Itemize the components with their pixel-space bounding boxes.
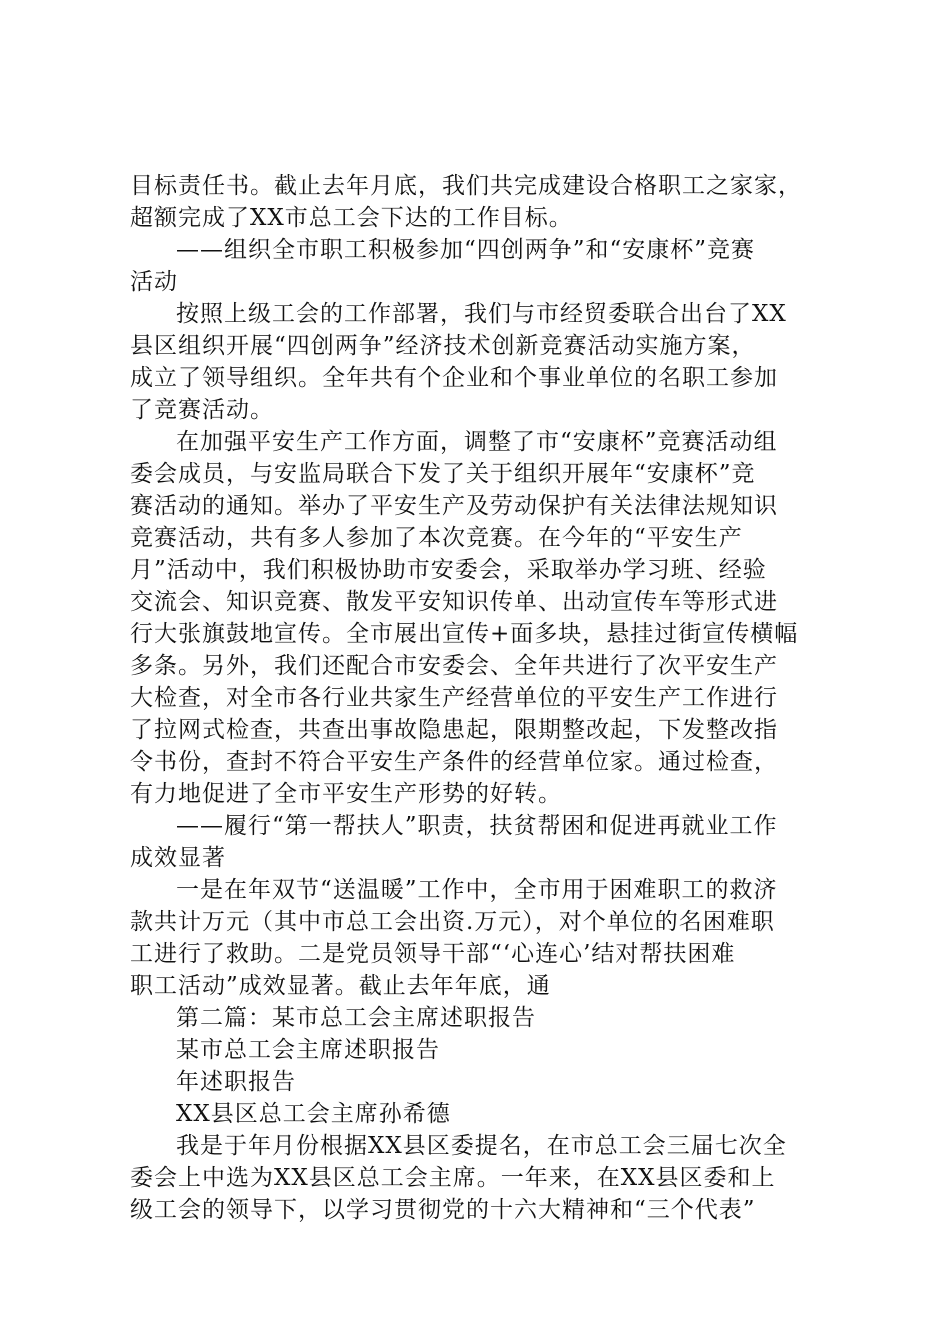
report-subtitle: 年述职报告 bbox=[176, 1069, 296, 1095]
text-line: 交流会、知识竞赛、散发平安知识传单、出动宣传车等形式进 bbox=[130, 589, 778, 615]
chapter-title: 第二篇：某市总工会主席述职报告 bbox=[176, 1005, 536, 1031]
text-line: 行大张旗鼓地宣传。全市展出宣传+面多块，悬挂过街宣传横幅 bbox=[130, 621, 799, 647]
text-line: 委会上中选为XX县区总工会主席。一年来，在XX县区委和上 bbox=[130, 1165, 776, 1191]
text-line: 成立了领导组织。全年共有个企业和个事业单位的名职工参加 bbox=[130, 365, 778, 391]
text-line: 按照上级工会的工作部署，我们与市经贸委联合出台了XX bbox=[176, 301, 787, 327]
text-line: 月”活动中，我们积极协助市安委会，采取举办学习班、经验 bbox=[130, 557, 767, 583]
text-line: 款共计万元（其中市总工会出资.万元），对个单位的名困难职 bbox=[130, 909, 775, 935]
text-line: 我是于年月份根据XX县区委提名，在市总工会三届七次全 bbox=[176, 1133, 787, 1159]
text-line: 多条。另外，我们还配合市安委会、全年共进行了次平安生产 bbox=[130, 653, 778, 679]
text-line: 超额完成了XX市总工会下达的工作目标。 bbox=[130, 205, 573, 231]
section-heading-line: 成效显著 bbox=[130, 845, 226, 871]
text-line: 了竞赛活动。 bbox=[130, 397, 274, 423]
text-line: 一是在年双节“送温暖”工作中，全市用于困难职工的救济 bbox=[176, 877, 778, 903]
author-line: XX县区总工会主席孙希德 bbox=[176, 1101, 451, 1127]
text-line: 委会成员，与安监局联合下发了关于组织开展年“安康杯”竞 bbox=[130, 461, 756, 487]
text-line: 职工活动”成效显著。截止去年年底，通 bbox=[130, 973, 551, 999]
text-line: 工进行了救助。二是党员领导干部“‘心连心’结对帮扶困难 bbox=[130, 941, 736, 967]
section-heading-line: ——组织全市职工积极参加“四创两争”和“安康杯”竞赛 bbox=[176, 237, 756, 263]
text-line: 有力地促进了全市平安生产形势的好转。 bbox=[130, 781, 562, 807]
text-line: 在加强平安生产工作方面，调整了市“安康杯”竞赛活动组 bbox=[176, 429, 778, 455]
text-line: 级工会的领导下，以学习贯彻党的十六大精神和“三个代表” bbox=[130, 1197, 756, 1223]
text-line: 赛活动的通知。举办了平安生产及劳动保护有关法律法规知识 bbox=[130, 493, 778, 519]
text-line: 令书份，查封不符合平安生产条件的经营单位家。通过检查， bbox=[130, 749, 778, 775]
text-line: 县区组织开展“四创两争”经济技术创新竞赛活动实施方案， bbox=[130, 333, 756, 359]
text-line: 竞赛活动，共有多人参加了本次竞赛。在今年的“平安生产 bbox=[130, 525, 743, 551]
text-line: 了拉网式检查，共查出事故隐患起，限期整改起，下发整改指 bbox=[130, 717, 778, 743]
text-line: 目标责任书。截止去年月底，我们共完成建设合格职工之家家， bbox=[130, 173, 802, 199]
section-heading-line: ——履行“第一帮扶人”职责，扶贫帮困和促进再就业工作 bbox=[176, 813, 778, 839]
section-heading-line: 活动 bbox=[130, 269, 178, 295]
text-line: 大检查，对全市各行业共家生产经营单位的平安生产工作进行 bbox=[130, 685, 778, 711]
report-title: 某市总工会主席述职报告 bbox=[176, 1037, 440, 1063]
